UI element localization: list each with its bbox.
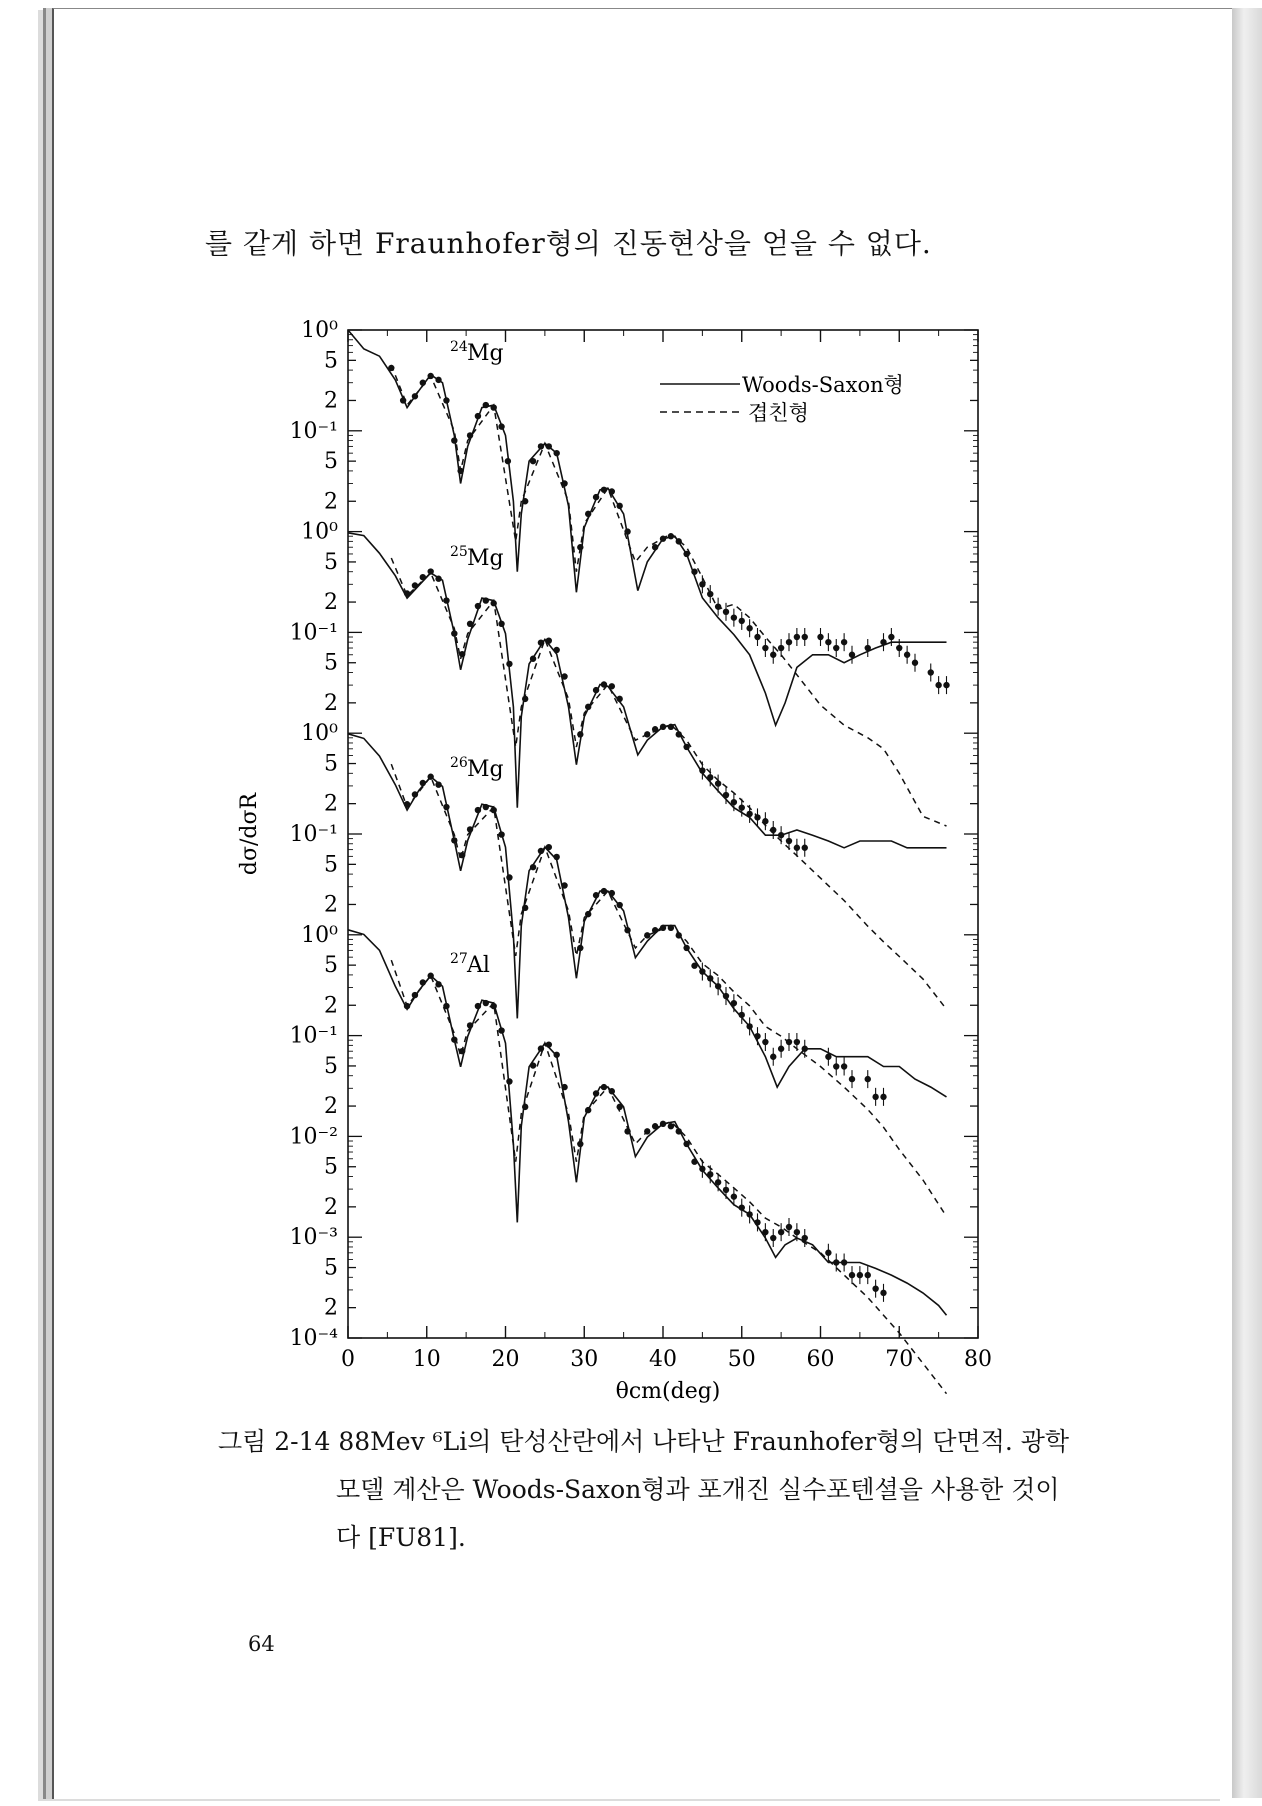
x-axis-label: θcm(deg): [615, 1379, 721, 1404]
data-point: [530, 656, 536, 662]
data-point: [546, 1041, 552, 1047]
data-point: [683, 945, 689, 951]
data-point: [490, 1003, 496, 1009]
x-tick-label: 80: [964, 1347, 992, 1372]
y-tick-label: 2: [324, 791, 338, 817]
y-tick-label: 10⁰: [301, 318, 338, 343]
data-point: [412, 992, 418, 998]
data-point: [435, 377, 441, 383]
data-point: [498, 423, 504, 429]
data-point: [585, 704, 591, 710]
data-point: [427, 774, 433, 780]
data-point: [467, 826, 473, 832]
data-point: [435, 981, 441, 987]
data-point: [593, 494, 599, 500]
data-point: [443, 1003, 449, 1009]
data-point: [561, 882, 567, 888]
y-tick-label: 2: [324, 1295, 338, 1321]
data-point: [676, 731, 682, 737]
data-point: [668, 724, 674, 730]
woods-saxon-curve-27Al: [348, 930, 947, 1315]
data-point: [577, 731, 583, 737]
data-point: [412, 393, 418, 399]
plot-frame: [348, 330, 978, 1338]
data-point: [676, 538, 682, 544]
data-point: [601, 888, 607, 894]
panel-label-mass: 25: [450, 544, 468, 560]
data-point: [435, 576, 441, 582]
data-point: [601, 1084, 607, 1090]
data-point: [546, 637, 552, 643]
data-point: [561, 480, 567, 486]
data-point: [577, 544, 583, 550]
data-point: [427, 373, 433, 379]
data-point: [451, 1036, 457, 1042]
caption-line-2: 모델 계산은 Woods-Saxon형과 포개진 실수포텐셜을 사용한 것이: [336, 1475, 1060, 1504]
data-point: [660, 1121, 666, 1127]
folded-curve-25Mg: [391, 558, 946, 1009]
data-point: [546, 443, 552, 449]
legend-entry-woods-saxon: Woods-Saxon형: [742, 373, 904, 397]
data-point: [652, 726, 658, 732]
y-tick-label: 10⁻²: [289, 1124, 338, 1150]
data-point: [609, 488, 615, 494]
data-point: [443, 804, 449, 810]
y-axis-label: dσ/dσR: [237, 792, 262, 876]
data-point: [601, 487, 607, 493]
data-point: [616, 902, 622, 908]
y-tick-label: 10⁻¹: [289, 620, 338, 646]
data-point: [609, 890, 615, 896]
x-tick-label: 70: [885, 1347, 914, 1372]
data-point: [644, 731, 650, 737]
data-point: [683, 551, 689, 557]
panel-label-element: Al: [467, 953, 490, 978]
y-tick-label: 5: [324, 1255, 338, 1281]
folded-curve-26Mg: [391, 764, 946, 1216]
data-point: [538, 443, 544, 449]
data-point: [420, 979, 426, 985]
data-point: [483, 597, 489, 603]
data-point: [388, 365, 394, 371]
data-point: [490, 404, 496, 410]
data-point: [538, 1045, 544, 1051]
data-point: [522, 498, 528, 504]
data-point: [585, 911, 591, 917]
data-point: [483, 804, 489, 810]
data-point: [616, 503, 622, 509]
x-tick-label: 10: [412, 1347, 441, 1372]
data-point: [585, 511, 591, 517]
data-point: [652, 1123, 658, 1129]
data-point: [538, 639, 544, 645]
y-tick-label: 10⁰: [301, 922, 338, 948]
woods-saxon-curve-26Mg: [348, 734, 947, 1097]
panel-label-element: Mg: [467, 341, 504, 366]
data-point: [668, 1123, 674, 1129]
data-point: [467, 432, 473, 438]
data-point: [660, 724, 666, 730]
y-tick-label: 10⁻⁴: [289, 1326, 338, 1351]
data-point: [483, 1000, 489, 1006]
data-point: [443, 397, 449, 403]
data-point: [660, 536, 666, 542]
data-point: [546, 844, 552, 850]
y-tick-label: 10⁰: [301, 721, 338, 747]
data-point: [553, 647, 559, 653]
data-point: [467, 621, 473, 627]
y-tick-label: 5: [324, 1154, 338, 1180]
data-point: [538, 848, 544, 854]
data-point: [498, 1027, 504, 1033]
y-tick-label: 5: [324, 449, 338, 475]
data-point: [459, 852, 465, 858]
data-point: [561, 1084, 567, 1090]
data-point: [676, 932, 682, 938]
data-point: [522, 1104, 528, 1110]
data-point: [505, 458, 511, 464]
data-point: [427, 973, 433, 979]
data-point: [475, 1003, 481, 1009]
data-point: [404, 1003, 410, 1009]
x-tick-label: 30: [570, 1347, 599, 1372]
data-point: [683, 744, 689, 750]
y-tick-label: 5: [324, 953, 338, 979]
data-point: [609, 683, 615, 689]
data-point: [577, 945, 583, 951]
y-tick-label: 10⁻¹: [289, 1023, 338, 1049]
data-point: [593, 1090, 599, 1096]
y-tick-label: 5: [324, 852, 338, 878]
data-point: [443, 597, 449, 603]
panel-label-element: Mg: [467, 757, 504, 782]
y-tick-label: 5: [324, 348, 338, 374]
data-point: [451, 837, 457, 843]
data-point: [451, 630, 457, 636]
y-tick-label: 5: [324, 549, 338, 575]
data-point: [601, 681, 607, 687]
data-point: [404, 801, 410, 807]
x-tick-label: 60: [806, 1347, 835, 1372]
panel-label-mass: 24: [450, 339, 468, 355]
data-point: [457, 468, 463, 474]
data-point: [427, 568, 433, 574]
y-tick-label: 5: [324, 751, 338, 777]
x-tick-label: 40: [649, 1347, 677, 1372]
y-tick-label: 2: [324, 1094, 338, 1120]
y-tick-label: 10⁰: [301, 519, 338, 545]
y-tick-label: 5: [324, 650, 338, 676]
data-point: [553, 450, 559, 456]
data-point: [593, 892, 599, 898]
data-point: [683, 1141, 689, 1147]
data-point: [451, 437, 457, 443]
data-point: [676, 1128, 682, 1134]
y-tick-label: 10⁻¹: [289, 418, 338, 444]
data-point: [644, 932, 650, 938]
data-point: [459, 1048, 465, 1054]
data-point: [522, 696, 528, 702]
data-point: [483, 402, 489, 408]
data-point: [490, 600, 496, 606]
y-tick-label: 5: [324, 1053, 338, 1079]
y-tick-label: 2: [324, 892, 338, 918]
caption-line-3: 다 [FU81].: [336, 1523, 466, 1552]
data-point: [691, 1159, 697, 1165]
data-point: [404, 590, 410, 596]
x-tick-label: 0: [341, 1347, 355, 1372]
legend-entry-folded: 겹친형: [748, 401, 809, 425]
data-point: [585, 1107, 591, 1113]
data-point: [616, 1104, 622, 1110]
caption-line-1: 그림 2-14 88Mev ⁶Li의 탄성산란에서 나타난 Fraunhofer형의 단면적. 광학: [218, 1427, 1070, 1456]
data-point: [660, 925, 666, 931]
data-point: [530, 458, 536, 464]
data-point: [561, 673, 567, 679]
data-point: [553, 1052, 559, 1058]
panel-label-mass: 26: [450, 755, 468, 771]
data-point: [691, 569, 697, 575]
data-point: [624, 1128, 630, 1134]
data-point: [420, 574, 426, 580]
data-point: [400, 397, 406, 403]
data-point: [435, 781, 441, 787]
data-point: [412, 791, 418, 797]
data-point: [624, 528, 630, 534]
y-tick-label: 10⁻³: [289, 1225, 338, 1251]
data-point: [652, 544, 658, 550]
data-point: [506, 1078, 512, 1084]
data-point: [490, 807, 496, 813]
data-point: [459, 651, 465, 657]
y-tick-label: 10⁻¹: [289, 822, 338, 847]
y-tick-label: 2: [324, 388, 338, 414]
data-point: [420, 380, 426, 386]
data-point: [577, 1141, 583, 1147]
folded-curve-27Al: [391, 960, 946, 1394]
data-point: [553, 854, 559, 860]
data-point: [475, 603, 481, 609]
y-tick-label: 2: [324, 590, 338, 616]
data-point: [644, 1128, 650, 1134]
data-point: [691, 963, 697, 969]
page-number: 64: [248, 1632, 275, 1656]
data-point: [475, 413, 481, 419]
data-point: [412, 582, 418, 588]
data-point: [609, 1088, 615, 1094]
data-point: [624, 927, 630, 933]
data-point: [506, 661, 512, 667]
figure-caption: [218, 1418, 1118, 1562]
data-point: [420, 780, 426, 786]
intro-text: 를 같게 하면 Fraunhofer형의 진동현상을 얻을 수 없다.: [205, 227, 932, 260]
data-point: [668, 533, 674, 539]
x-tick-label: 20: [491, 1347, 520, 1372]
panel-label-element: Mg: [467, 546, 504, 571]
data-point: [668, 925, 674, 931]
data-point: [616, 696, 622, 702]
data-point: [467, 1022, 473, 1028]
y-tick-label: 2: [324, 1194, 338, 1220]
data-point: [498, 621, 504, 627]
x-tick-label: 50: [727, 1347, 756, 1372]
data-point: [522, 905, 528, 911]
y-tick-label: 2: [324, 993, 338, 1019]
data-point: [652, 927, 658, 933]
data-point: [475, 807, 481, 813]
data-point: [498, 831, 504, 837]
data-point: [593, 687, 599, 693]
data-point: [530, 864, 536, 870]
panel-label-mass: 27: [450, 951, 468, 967]
data-point: [530, 1062, 536, 1068]
y-tick-label: 2: [324, 489, 338, 515]
data-point: [506, 874, 512, 880]
y-tick-label: 2: [324, 690, 338, 716]
